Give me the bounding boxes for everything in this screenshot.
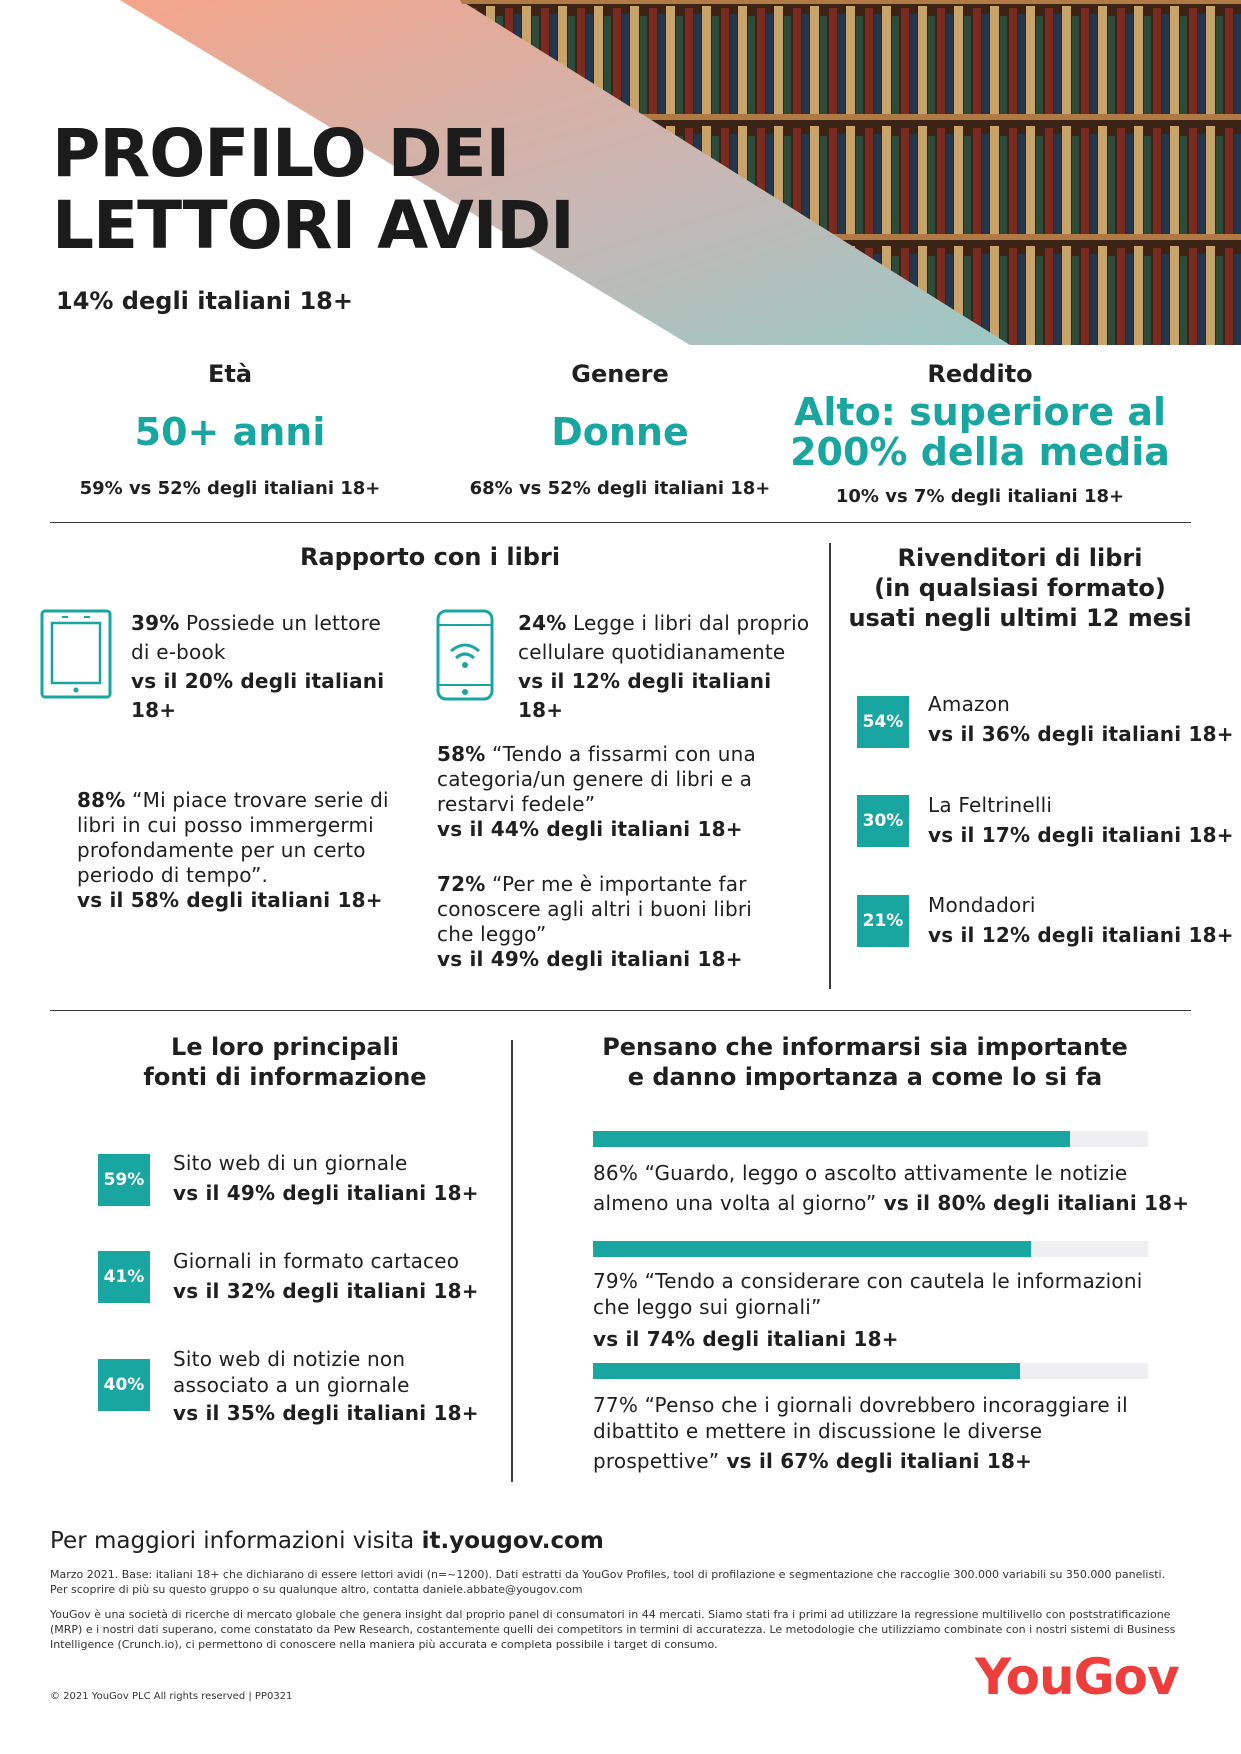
books-title: Rapporto con i libri — [299, 543, 561, 571]
income-compare: 10% vs 7% degli italiani 18+ — [835, 486, 1125, 507]
retailer-pct-badge: 30% — [857, 795, 909, 847]
income-value: Alto: superiore al 200% della media — [790, 390, 1170, 474]
news-compare: vs il 67% degli italiani 18+ — [719, 1449, 1033, 1473]
retailer-pct-badge: 54% — [857, 696, 909, 748]
tablet-icon — [40, 609, 112, 699]
sources-title: Le loro principali fonti di informazione — [143, 1033, 427, 1091]
retailer-item — [928, 689, 1234, 749]
page-subtitle: 14% degli italiani 18+ — [56, 287, 353, 315]
news-bar-fill — [593, 1241, 1031, 1257]
news-item: 79% “Tendo a considerare con cautela le informazioni che leggo sui giornali” vs il 74% degli italiani 18+ — [593, 1268, 1193, 1352]
footnote-about: YouGov è una società di ricerche di mercato globale che genera insight dal proprio panel di consumatori in 44 mercati. Siamo stati fra i primi ad utilizzare la regressione multilivello con poststratificazione (MRP) e i nostri dati superano, come constatato da Pew Research, costantemente quelli dei competitors in termini di accuratezza. Le metodologie che utilizziamo combinate con i nostri sistemi di Business Intelligence (Crunch.io), ci permettono di conoscere nella maniera più accurata e completa possibile i target di consumo. — [50, 1608, 1176, 1651]
retailer-compare: vs il 17% degli italiani 18+ — [928, 823, 1234, 847]
age-compare: 59% vs 52% degli italiani 18+ — [79, 478, 381, 499]
source-item: Giornali in formato cartaceo vs il 32% degli italiani 18+ — [173, 1246, 479, 1306]
share-compare: vs il 49% degli italiani 18+ — [437, 947, 743, 971]
source-item: Sito web di notizie non associato a un giornale vs il 35% degli italiani 18+ — [173, 1347, 479, 1425]
ebook-text2: di e-book — [131, 640, 226, 664]
news-bar-fill — [593, 1131, 1070, 1147]
footnote-base: Marzo 2021. Base: italiani 18+ che dichiarano di essere lettori avidi (n=~1200). Dati estratti da YouGov Profiles, tool di profilazione e segmentazione che raccoglie 300.000 variabili su 350.000 panelisti. Per scoprire di più su questo gruppo o su qualunque altro, contatta daniele.abbate@yougov.com — [50, 1568, 1166, 1596]
genre-pct: 58% — [437, 742, 486, 766]
news-compare: vs il 74% degli italiani 18+ — [593, 1327, 899, 1351]
genre-compare: vs il 44% degli italiani 18+ — [437, 817, 743, 841]
divider-top — [50, 522, 1191, 523]
retailer-item — [928, 790, 1234, 850]
gender-value: Donne — [551, 410, 689, 454]
page-title: PROFILO DEI LETTORI AVIDI — [52, 115, 574, 264]
series-pct: 88% — [77, 788, 126, 812]
retailer-item — [928, 890, 1234, 950]
genre-stat: 58% “Tendo a fissarmi con una categoria/un genere di libri e a restarvi fedele” vs il 44% degli italiani 18+ — [437, 742, 777, 842]
news-title: Pensano che informarsi sia importante e danno importanza a come lo si fa — [602, 1033, 1128, 1091]
news-compare: vs il 80% degli italiani 18+ — [876, 1191, 1190, 1215]
divider-books-retailers — [829, 543, 831, 989]
age-label: Età — [207, 360, 253, 388]
share-stat: 72% “Per me è importante far conoscere agli altri i buoni libri che leggo” vs il 49% degli italiani 18+ — [437, 872, 777, 972]
ebook-text1: Possiede un lettore — [179, 611, 382, 635]
more-info-prefix: Per maggiori informazioni visita — [50, 1528, 422, 1554]
news-item: 77% “Penso che i giornali dovrebbero incoraggiare il dibattito e mettere in discussione le diverse prospettive” vs il 67% degli italiani 18+ — [593, 1393, 1128, 1473]
series-stat: 88% “Mi piace trovare serie di libri in cui posso immergermi profondamente per un certo periodo di tempo”. vs il 58% degli italiani 18+ — [77, 788, 407, 913]
news-bar-fill — [593, 1363, 1020, 1379]
gender-label: Genere — [571, 360, 669, 388]
retailer-name: La Feltrinelli — [928, 793, 1053, 817]
news-bar-track — [593, 1241, 1148, 1257]
gender-compare: 68% vs 52% degli italiani 18+ — [469, 478, 771, 499]
divider-sources-news — [511, 1040, 513, 1482]
phone-stat — [518, 609, 818, 725]
retailer-name: Mondadori — [928, 893, 1036, 917]
more-info — [50, 1528, 604, 1554]
retailer-pct-badge: 21% — [857, 895, 909, 947]
phone-compare: vs il 12% degli italiani 18+ — [518, 669, 772, 722]
source-compare: vs il 35% degli italiani 18+ — [173, 1401, 479, 1425]
copyright: © 2021 YouGov PLC All rights reserved | PP0321 — [50, 1691, 293, 1702]
news-item: 86% “Guardo, leggo o ascolto attivamente le notizie almeno una volta al giorno” vs il 80% degli italiani 18+ — [593, 1161, 1190, 1215]
ebook-compare: vs il 20% degli italiani 18+ — [131, 669, 385, 722]
ebook-stat — [131, 609, 431, 725]
retailer-name: Amazon — [928, 692, 1011, 716]
series-compare: vs il 58% degli italiani 18+ — [77, 888, 383, 912]
source-pct-badge: 41% — [98, 1251, 150, 1303]
phone-text2: cellulare quotidianamente — [518, 640, 786, 664]
demographic-gender — [450, 360, 790, 499]
yougov-logo: YouGov — [975, 1648, 1179, 1706]
smartphone-wifi-icon — [436, 609, 494, 701]
share-pct: 72% — [437, 872, 486, 896]
source-compare: vs il 49% degli italiani 18+ — [173, 1181, 479, 1205]
phone-text1: Legge i libri dal proprio — [566, 611, 810, 635]
retailer-compare: vs il 36% degli italiani 18+ — [928, 722, 1234, 746]
phone-pct: 24% — [518, 611, 567, 635]
income-label: Reddito — [927, 360, 1033, 388]
demographic-income — [780, 360, 1180, 507]
news-bar-track — [593, 1363, 1148, 1379]
more-info-link[interactable]: it.yougov.com — [421, 1528, 604, 1554]
source-compare: vs il 32% degli italiani 18+ — [173, 1279, 479, 1303]
retailers-title: Rivenditori di libri (in qualsiasi formato) usati negli ultimi 12 mesi — [848, 544, 1192, 632]
demographic-age — [60, 360, 400, 499]
retailer-compare: vs il 12% degli italiani 18+ — [928, 923, 1234, 947]
ebook-pct: 39% — [131, 611, 180, 635]
source-pct-badge: 59% — [98, 1154, 150, 1206]
source-item: Sito web di un giornale vs il 49% degli italiani 18+ — [173, 1148, 479, 1208]
source-pct-badge: 40% — [98, 1359, 150, 1411]
news-bar-track — [593, 1131, 1148, 1147]
age-value: 50+ anni — [134, 410, 326, 454]
divider-middle — [50, 1010, 1191, 1011]
